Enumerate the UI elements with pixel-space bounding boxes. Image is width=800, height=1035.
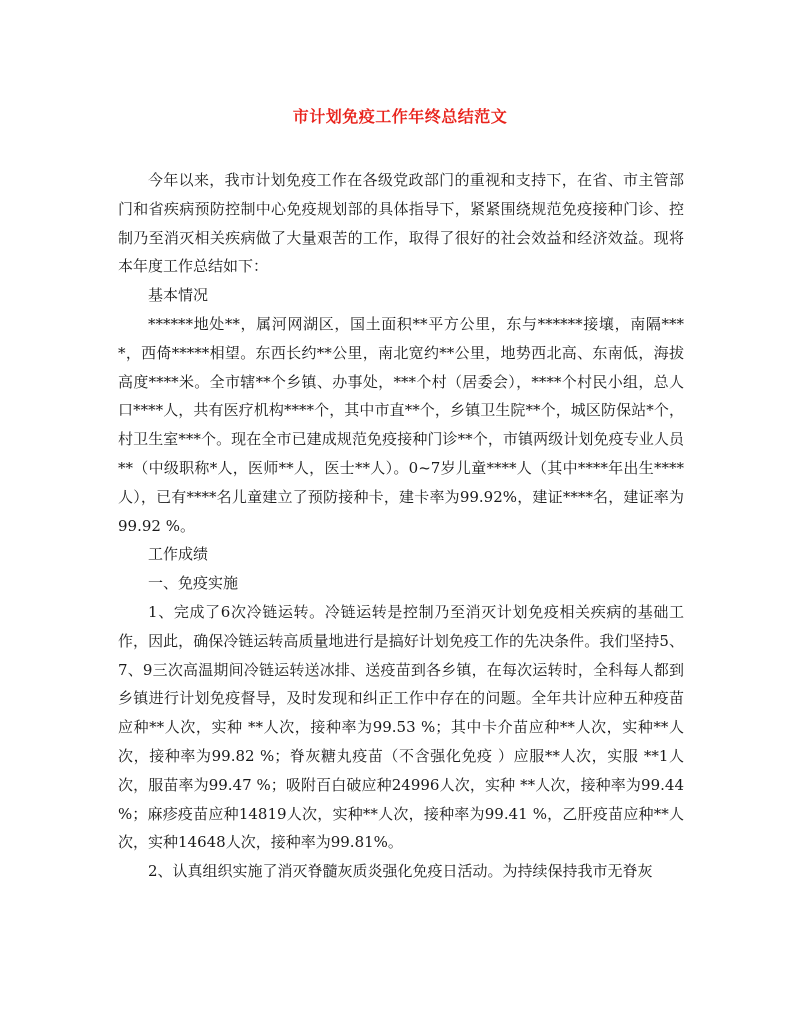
paragraph-intro: 今年以来，我市计划免疫工作在各级党政部门的重视和支持下，在省、市主管部门和省疾病预防控制中心免疫规划部的具体指导下，紧紧围绕规范免疫接种门诊、控制乃至消灭相关疾病做了大量艰苦的工作，取得了很好的社会效益和经济效益。现将本年度工作总结如下： [118,171,684,276]
section-heading-achievements: 工作成绩 [148,545,209,564]
document-title: 市计划免疫工作年终总结范文 [292,107,508,126]
section-heading-basic-situation: 基本情况 [148,286,209,305]
document-body [118,166,684,886]
subsection-heading-immunization: 一、免疫实施 [148,574,239,593]
paragraph-cold-chain: 1、完成了6次冷链运转。冷链运转是控制乃至消灭计划免疫相关疾病的基础工作，因此，确保冷链运转高质量地进行是搞好计划免疫工作的先决条件。我们坚持5、7、9三次高温期间冷链运转送冰排、送疫苗到各乡镇，在每次运转时，全科每人都到乡镇进行计划免疫督导，及时发现和纠正工作中存在的问题。全年共计应种五种疫苗应种**人次，实种 **人次，接种率为99.53 %；其中卡介苗应种**人次，实种**人次，接种率为99.82 %；脊灰糖丸疫苗（不含强化免疫 ）应服**人次，实服 **1人次，服苗率为99.47 %；吸附百白破应种24996人次，实种 **人次，接种率为99.44 %；麻疹疫苗应种14819人次，实种**人次，接种率为99.41 %，乙肝疫苗应种**人次，实种14648人次，接种率为99.81%。 [118,602,684,852]
paragraph-basic-situation: ******地处**，属河网湖区，国土面积**平方公里，东与******接壤，南隔****，西倚*****相望。东西长约**公里，南北宽约**公里，地势西北高、东南低，海拔高度****米。全市辖**个乡镇、办事处，***个村（居委会），****个村民小组，总人口****人，共有医疗机构****个，其中市直**个，乡镇卫生院**个，城区防保站*个，村卫生室***个。现在全市已建成规范免疫接种门诊**个，市镇两级计划免疫专业人员**（中级职称*人，医师**人，医士**人）。0~7岁儿童****人（其中****年出生****人），已有****名儿童建立了预防接种卡，建卡率为99.92%，建证****名，建证率为99.92 %。 [118,314,684,535]
paragraph-polio-campaign: 2、认真组织实施了消灭脊髓灰质炎强化免疫日活动。为持续保持我市无脊灰 [148,862,653,881]
